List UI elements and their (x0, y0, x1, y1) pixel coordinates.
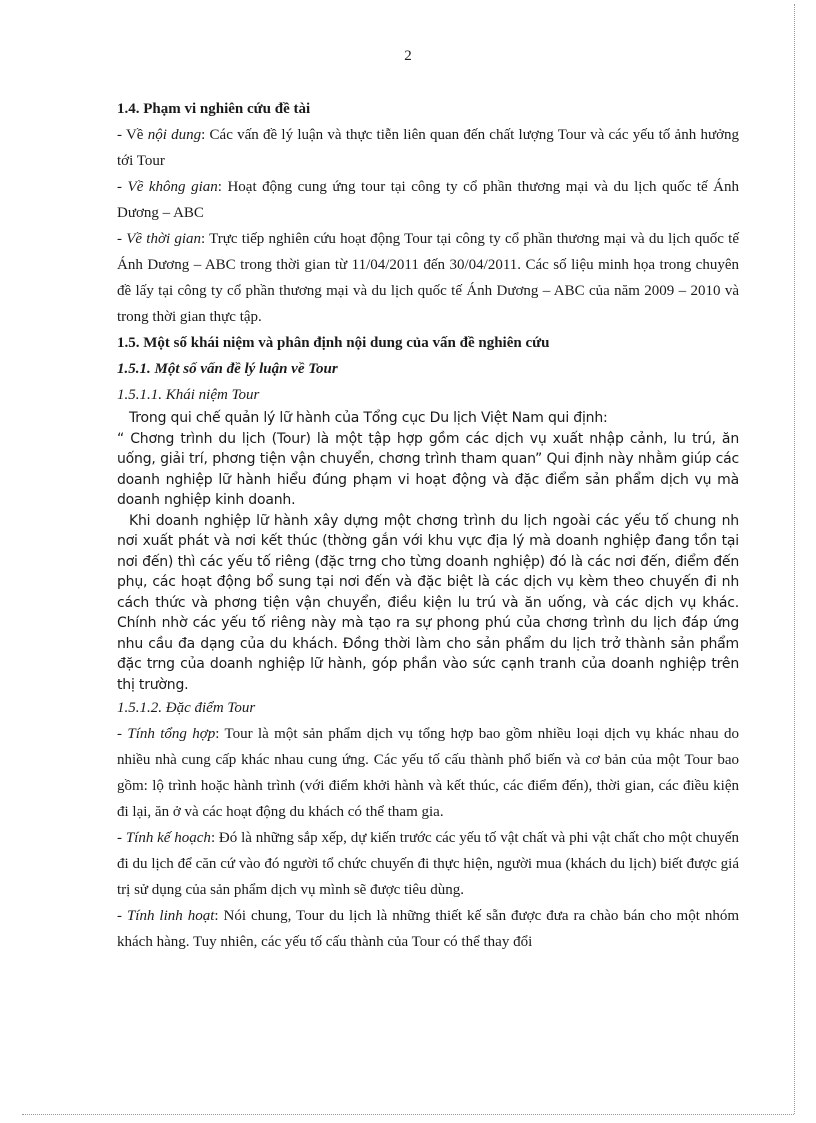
scope-space-label: Về không gian (127, 179, 218, 195)
trait-synthetic-label: Tính tổng hợp (127, 726, 216, 742)
scope-content (117, 122, 739, 174)
scope-space (117, 174, 739, 226)
dash: - (117, 179, 128, 195)
heading-1-5-1-2: 1.5.1.2. Đặc điểm Tour (117, 700, 256, 716)
page-number: 2 (404, 48, 412, 64)
page-right-border (794, 4, 795, 1114)
concept-block (117, 408, 739, 695)
trait-synthetic (117, 721, 739, 825)
trait-planned (117, 825, 739, 903)
trait-planned-label: Tính kế hoạch (125, 830, 211, 846)
trait-synthetic-text: : Tour là một sản phẩm dịch vụ tổng hợp bao gồm nhiều loại dịch vụ khác nhau do nhiều nhà cung cấp khác nhau cung ứng. Các yếu tố cấu thành phổ biến và cơ bản của một Tour bao gồm: lộ trình hoặc hành trình (với điểm khởi hành và kết thúc, các điểm đến), thời gian, các điều kiện đi lại, ăn ở và các hoạt động du khách có thể tham gia. (117, 726, 740, 820)
scope-time-label: Về thời gian (126, 231, 202, 247)
scope-space-text: : Hoạt động cung ứng tour tại công ty cổ phần thương mại và du lịch quốc tế Ánh Dương – ABC (117, 179, 739, 221)
document-body (117, 96, 739, 955)
trait-planned-text: : Đó là những sắp xếp, dự kiến trước các yếu tố vật chất và phi vật chất cho một chuyến đi du lịch để căn cứ vào đó người tổ chức chuyến đi thực hiện, người mua (khách du lịch) biết được giá trị sử dụng của sản phẩm dịch vụ mình sẽ được tiêu dùng. (117, 830, 739, 898)
concept-paragraph-3: Khi doanh nghiệp lữ hành xây dựng một chơng trình du lịch ngoài các yếu tố chung nh nơi xuất phát và nơi kết thúc (thờng gắn với khu vực địa lý mà doanh nghiệp đang tồn tại nơi đến) thì các yếu tố riêng (đặc trng cho từng doanh nghiệp) đó là các nơi đến, điểm đến phụ, các hoạt động bổ sung tại nơi đến và đặc biệt là các dịch vụ kèm theo chuyến đi nh cách thức và phơng tiện vận chuyển, điều kiện lu trú và ăn uống, và các dịch vụ khác. Chính nhờ các yếu tố riêng này mà tạo ra sự phong phú của chơng trình du lịch đáp ứng nhu cầu đa dạng của du khách. Đồng thời làm cho sản phẩm du lịch trở thành sản phẩm đặc trng của doanh nghiệp lữ hành, góp phần vào sức cạnh tranh của doanh nghiệp trên thị trường. (117, 512, 739, 693)
scope-content-label: nội dung (147, 127, 202, 143)
concept-paragraph-1: Trong qui chế quản lý lữ hành của Tổng cục Du lịch Việt Nam qui định: (129, 410, 608, 426)
dash: - (117, 726, 128, 742)
heading-1-5: 1.5. Một số khái niệm và phân định nội dung của vấn đề nghiên cứu (117, 335, 550, 351)
dash: - (117, 830, 126, 846)
scope-content-text: : Các vấn đề lý luận và thực tiễn liên quan đến chất lượng Tour và các yếu tố ảnh hưởng tới Tour (117, 127, 740, 169)
trait-flexible-label: Tính linh hoạt (126, 908, 215, 924)
dash: - (117, 231, 127, 247)
heading-1-4: 1.4. Phạm vi nghiên cứu đề tài (117, 101, 311, 117)
trait-flexible-text: : Nói chung, Tour du lịch là những thiết kế sẵn được đưa ra chào bán cho một nhóm khách hàng. Tuy nhiên, các yếu tố cấu thành của Tour có thể thay đổi (117, 908, 739, 950)
scope-time (117, 226, 739, 330)
dash: - (117, 908, 127, 924)
concept-paragraph-2: “ Chơng trình du lịch (Tour) là một tập hợp gồm các dịch vụ xuất nhập cảnh, lu trú, ăn uống, giải trí, phơng tiện vận chuyển, chơng trình tham quan” Qui định này nhằm giúp các doanh nghiệp lữ hành hiểu đúng phạm vi hoạt động và đặc điểm sản phẩm dịch vụ mà doanh nghiệp kinh doanh. (117, 430, 739, 508)
page-bottom-border (22, 1114, 794, 1115)
heading-1-5-1: 1.5.1. Một số vấn đề lý luận về Tour (117, 361, 338, 377)
trait-flexible (117, 903, 739, 955)
heading-1-5-1-1: 1.5.1.1. Khái niệm Tour (117, 387, 260, 403)
scope-time-text: : Trực tiếp nghiên cứu hoạt động Tour tại công ty cổ phần thương mại và du lịch quốc tế Ánh Dương – ABC trong thời gian từ 11/04/2011 đến 30/04/2011. Các số liệu minh họa trong chuyên đề lấy tại công ty cổ phần thương mại và du lịch quốc tế Ánh Dương – ABC của năm 2009 – 2010 và trong thời gian thực tập. (117, 231, 740, 325)
dash: - Về (117, 127, 148, 143)
